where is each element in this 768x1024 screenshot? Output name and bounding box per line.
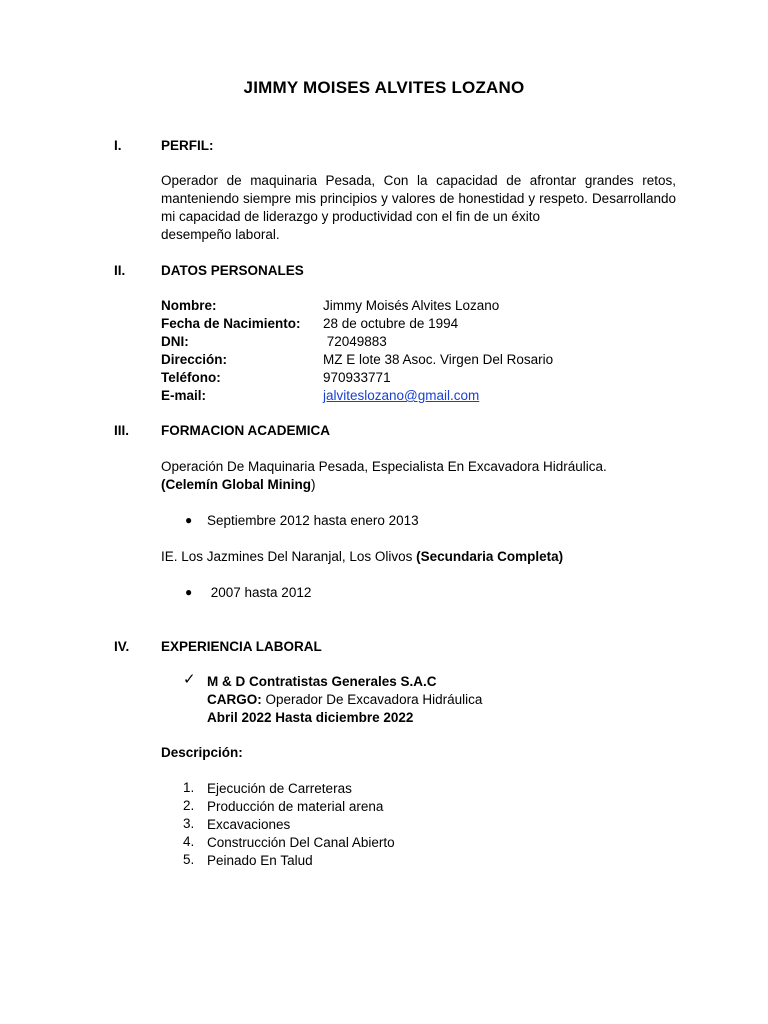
school-level: (Secundaria Completa) <box>416 549 564 564</box>
course-org-open: ( <box>161 477 166 492</box>
list-item: Ejecución de Carreteras <box>207 781 352 796</box>
list-number: 4. <box>183 834 195 849</box>
perfil-line: manteniendo siempre mis principios y valores de honestidad y respeto. <box>161 191 588 206</box>
check-mark-icon: ✓ <box>183 671 196 688</box>
section-number-datos: II. <box>114 263 126 278</box>
value-telefono: 970933771 <box>323 370 391 385</box>
description-label: Descripción: <box>161 745 243 760</box>
list-number: 3. <box>183 816 195 831</box>
section-heading-datos: DATOS PERSONALES <box>161 263 304 278</box>
page-title: JIMMY MOISES ALVITES LOZANO <box>243 78 525 97</box>
cargo-label: CARGO: <box>207 692 262 707</box>
cargo-line <box>207 691 482 709</box>
email-link[interactable]: jalviteslozano@gmail.com <box>323 388 480 403</box>
section-heading-formacion: FORMACION ACADEMICA <box>161 423 330 438</box>
job-period: Abril 2022 Hasta diciembre 2022 <box>207 710 414 725</box>
bullet-dot-icon: ● <box>185 585 193 599</box>
section-number-experiencia: IV. <box>114 639 130 654</box>
school-name: IE. Los Jazmines Del Naranjal, Los Olivos <box>161 549 417 564</box>
course-org-name: Celemín Global Mining <box>165 477 312 492</box>
list-item: Peinado En Talud <box>207 853 313 868</box>
value-fecha-nacimiento: 28 de octubre de 1994 <box>323 316 459 331</box>
section-heading-perfil: PERFIL: <box>161 138 214 153</box>
value-direccion: MZ E lote 38 Asoc. Virgen Del Rosario <box>323 352 554 367</box>
label-nombre: Nombre: <box>161 298 217 313</box>
perfil-line: Desarrollando mi capacidad de liderazgo y productividad con el fin de un éxito <box>161 191 676 224</box>
list-number: 5. <box>183 852 195 867</box>
list-item: Producción de material arena <box>207 799 384 814</box>
company-name: M & D Contratistas Generales S.A.C <box>207 674 437 689</box>
bullet-dot-icon: ● <box>185 513 193 527</box>
section-number-formacion: III. <box>114 423 130 438</box>
course-name: Operación De Maquinaria Pesada, Especialista En Excavadora Hidráulica. <box>161 459 607 474</box>
school-period: 2007 hasta 2012 <box>207 585 312 600</box>
perfil-line: Operador de maquinaria Pesada, Con la capacidad de afrontar grandes retos, <box>161 173 676 188</box>
section-heading-experiencia: EXPERIENCIA LABORAL <box>161 639 322 654</box>
course-org <box>161 476 316 494</box>
value-dni: 72049883 <box>323 334 387 349</box>
section-number-perfil: I. <box>114 138 122 153</box>
label-direccion: Dirección: <box>161 352 228 367</box>
value-nombre: Jimmy Moisés Alvites Lozano <box>323 298 500 313</box>
perfil-paragraph <box>161 172 676 244</box>
label-telefono: Teléfono: <box>161 370 221 385</box>
list-number: 1. <box>183 780 195 795</box>
list-item: Excavaciones <box>207 817 291 832</box>
list-number: 2. <box>183 798 195 813</box>
course-org-close: ) <box>311 477 316 492</box>
label-email: E-mail: <box>161 388 207 403</box>
cargo-value: Operador De Excavadora Hidráulica <box>261 692 483 707</box>
label-dni: DNI: <box>161 334 189 349</box>
school-line <box>161 548 563 566</box>
perfil-line: desempeño laboral. <box>161 227 280 242</box>
course-period: Septiembre 2012 hasta enero 2013 <box>207 513 419 528</box>
label-fecha-nacimiento: Fecha de Nacimiento: <box>161 316 301 331</box>
list-item: Construcción Del Canal Abierto <box>207 835 395 850</box>
